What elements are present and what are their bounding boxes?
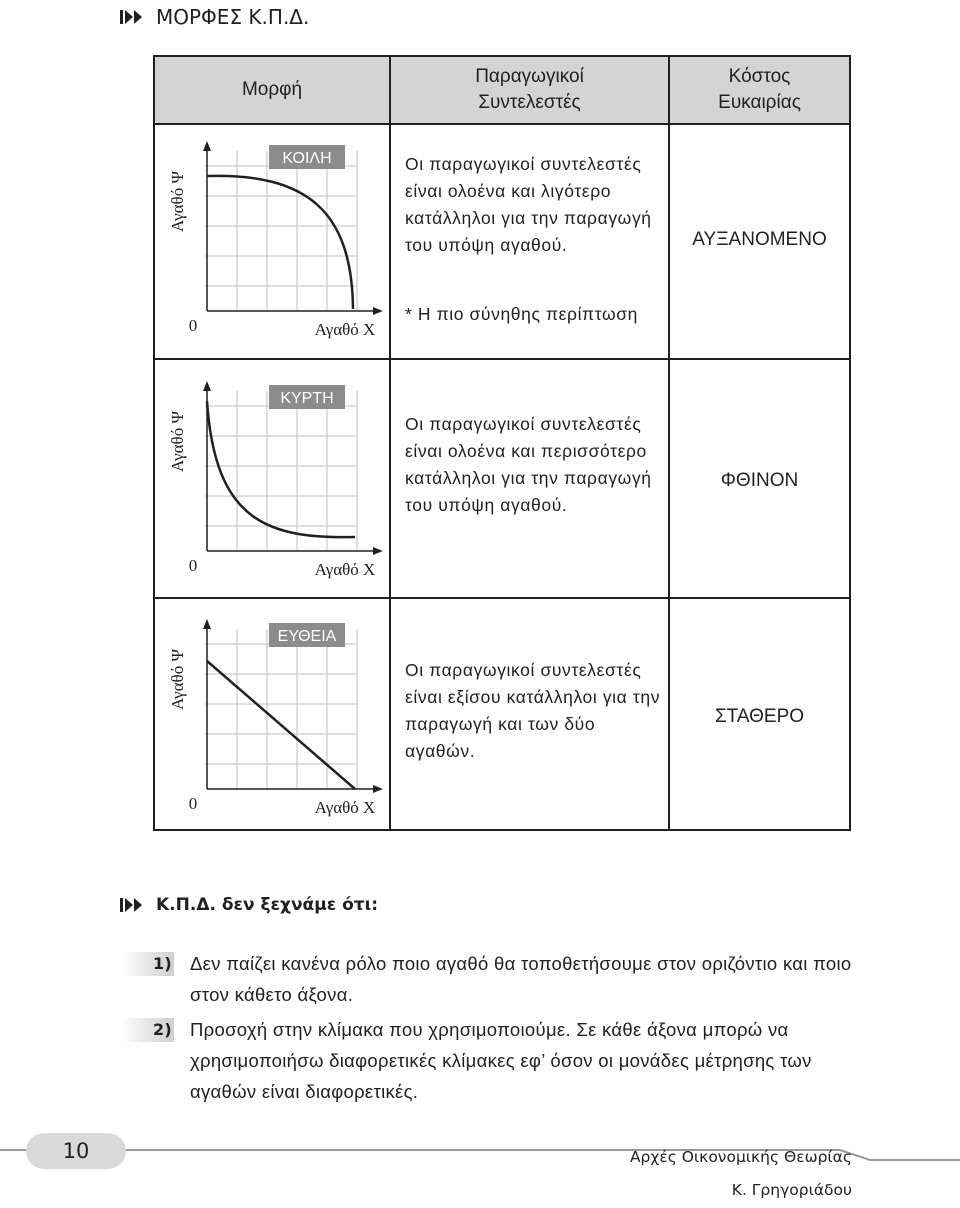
- x-axis-label: Αγαθό Χ: [314, 798, 376, 817]
- convex-graph: [157, 371, 389, 601]
- y-axis-label: Αγαθό Ψ: [168, 171, 187, 232]
- header-shape: Μορφή: [241, 79, 303, 100]
- description-straight: Οι παραγωγικοί συντελεστές είναι εξίσου κατάλληλοι για την παραγωγή και των δύο αγαθών.: [405, 660, 661, 761]
- note-text: Προσοχή στην κλίμακα που χρησιμοποιούμε. Σε κάθε άξονα μπορώ να χρησιμοποιήσω διαφορετικές κλίμακες εφ’ όσον οι μονάδες μέτρησης των αγαθών είναι διαφορετικές.: [190, 1019, 812, 1102]
- notes-heading: [120, 892, 378, 918]
- section-title: ΜΟΡΦΕΣ Κ.Π.Δ.: [156, 5, 310, 29]
- book-title: Αρχές Οικονομικής Θεωρίας: [629, 1148, 852, 1166]
- common-case-note: * Η πιο σύνηθης περίπτωση: [405, 304, 638, 324]
- double-arrow-icon: [120, 895, 148, 915]
- x-axis-label: Αγαθό Χ: [314, 320, 376, 339]
- note-text: Δεν παίζει κανένα ρόλο ποιο αγαθό θα τοποθετήσουμε στον οριζόντιο και ποιο στον κάθετο άξονα.: [190, 953, 852, 1005]
- double-arrow-icon: [120, 7, 148, 27]
- note-item: [120, 1014, 860, 1107]
- cost-decreasing: ΦΘΙΝΟΝ: [720, 470, 799, 491]
- cost-increasing: ΑΥΞΑΝΟΜΕΝΟ: [692, 229, 827, 250]
- origin-label: 0: [188, 556, 198, 575]
- graph-shape-label: ΚΥΡΤΗ: [280, 390, 334, 407]
- forms-table: [153, 55, 851, 831]
- cost-constant: ΣΤΑΘΕΡΟ: [714, 706, 805, 727]
- notes-title: Κ.Π.Δ. δεν ξεχνάμε ότι:: [156, 895, 379, 915]
- page-number: 10: [26, 1133, 126, 1169]
- column-divider: [389, 57, 391, 829]
- section-heading: [120, 4, 309, 30]
- y-axis-label: Αγαθό Ψ: [168, 649, 187, 710]
- author-name: Κ. Γρηγοριάδου: [731, 1181, 852, 1199]
- x-axis-label: Αγαθό Χ: [314, 560, 376, 579]
- description-concave: Οι παραγωγικοί συντελεστές είναι ολοένα και λιγότερο κατάλληλοι για την παραγωγή του υπόψη αγαθού.: [405, 154, 652, 255]
- header-cost: Κόστος Ευκαιρίας: [718, 66, 801, 113]
- origin-label: 0: [188, 316, 198, 335]
- note-item: [120, 948, 860, 1010]
- y-axis-label: Αγαθό Ψ: [168, 411, 187, 472]
- note-number: 1): [120, 952, 174, 976]
- note-number: 2): [120, 1018, 174, 1042]
- header-factors: Παραγωγικοί Συντελεστές: [475, 66, 584, 113]
- concave-graph: [157, 131, 389, 361]
- table-header: [155, 57, 849, 125]
- origin-label: 0: [188, 794, 198, 813]
- straight-graph: [157, 609, 389, 839]
- graph-shape-label: ΕΥΘΕΙΑ: [277, 628, 337, 645]
- graph-shape-label: ΚΟΙΛΗ: [282, 150, 332, 167]
- description-convex: Οι παραγωγικοί συντελεστές είναι ολοένα και περισσότερο κατάλληλοι για την παραγωγή του υπόψη αγαθού.: [405, 414, 652, 515]
